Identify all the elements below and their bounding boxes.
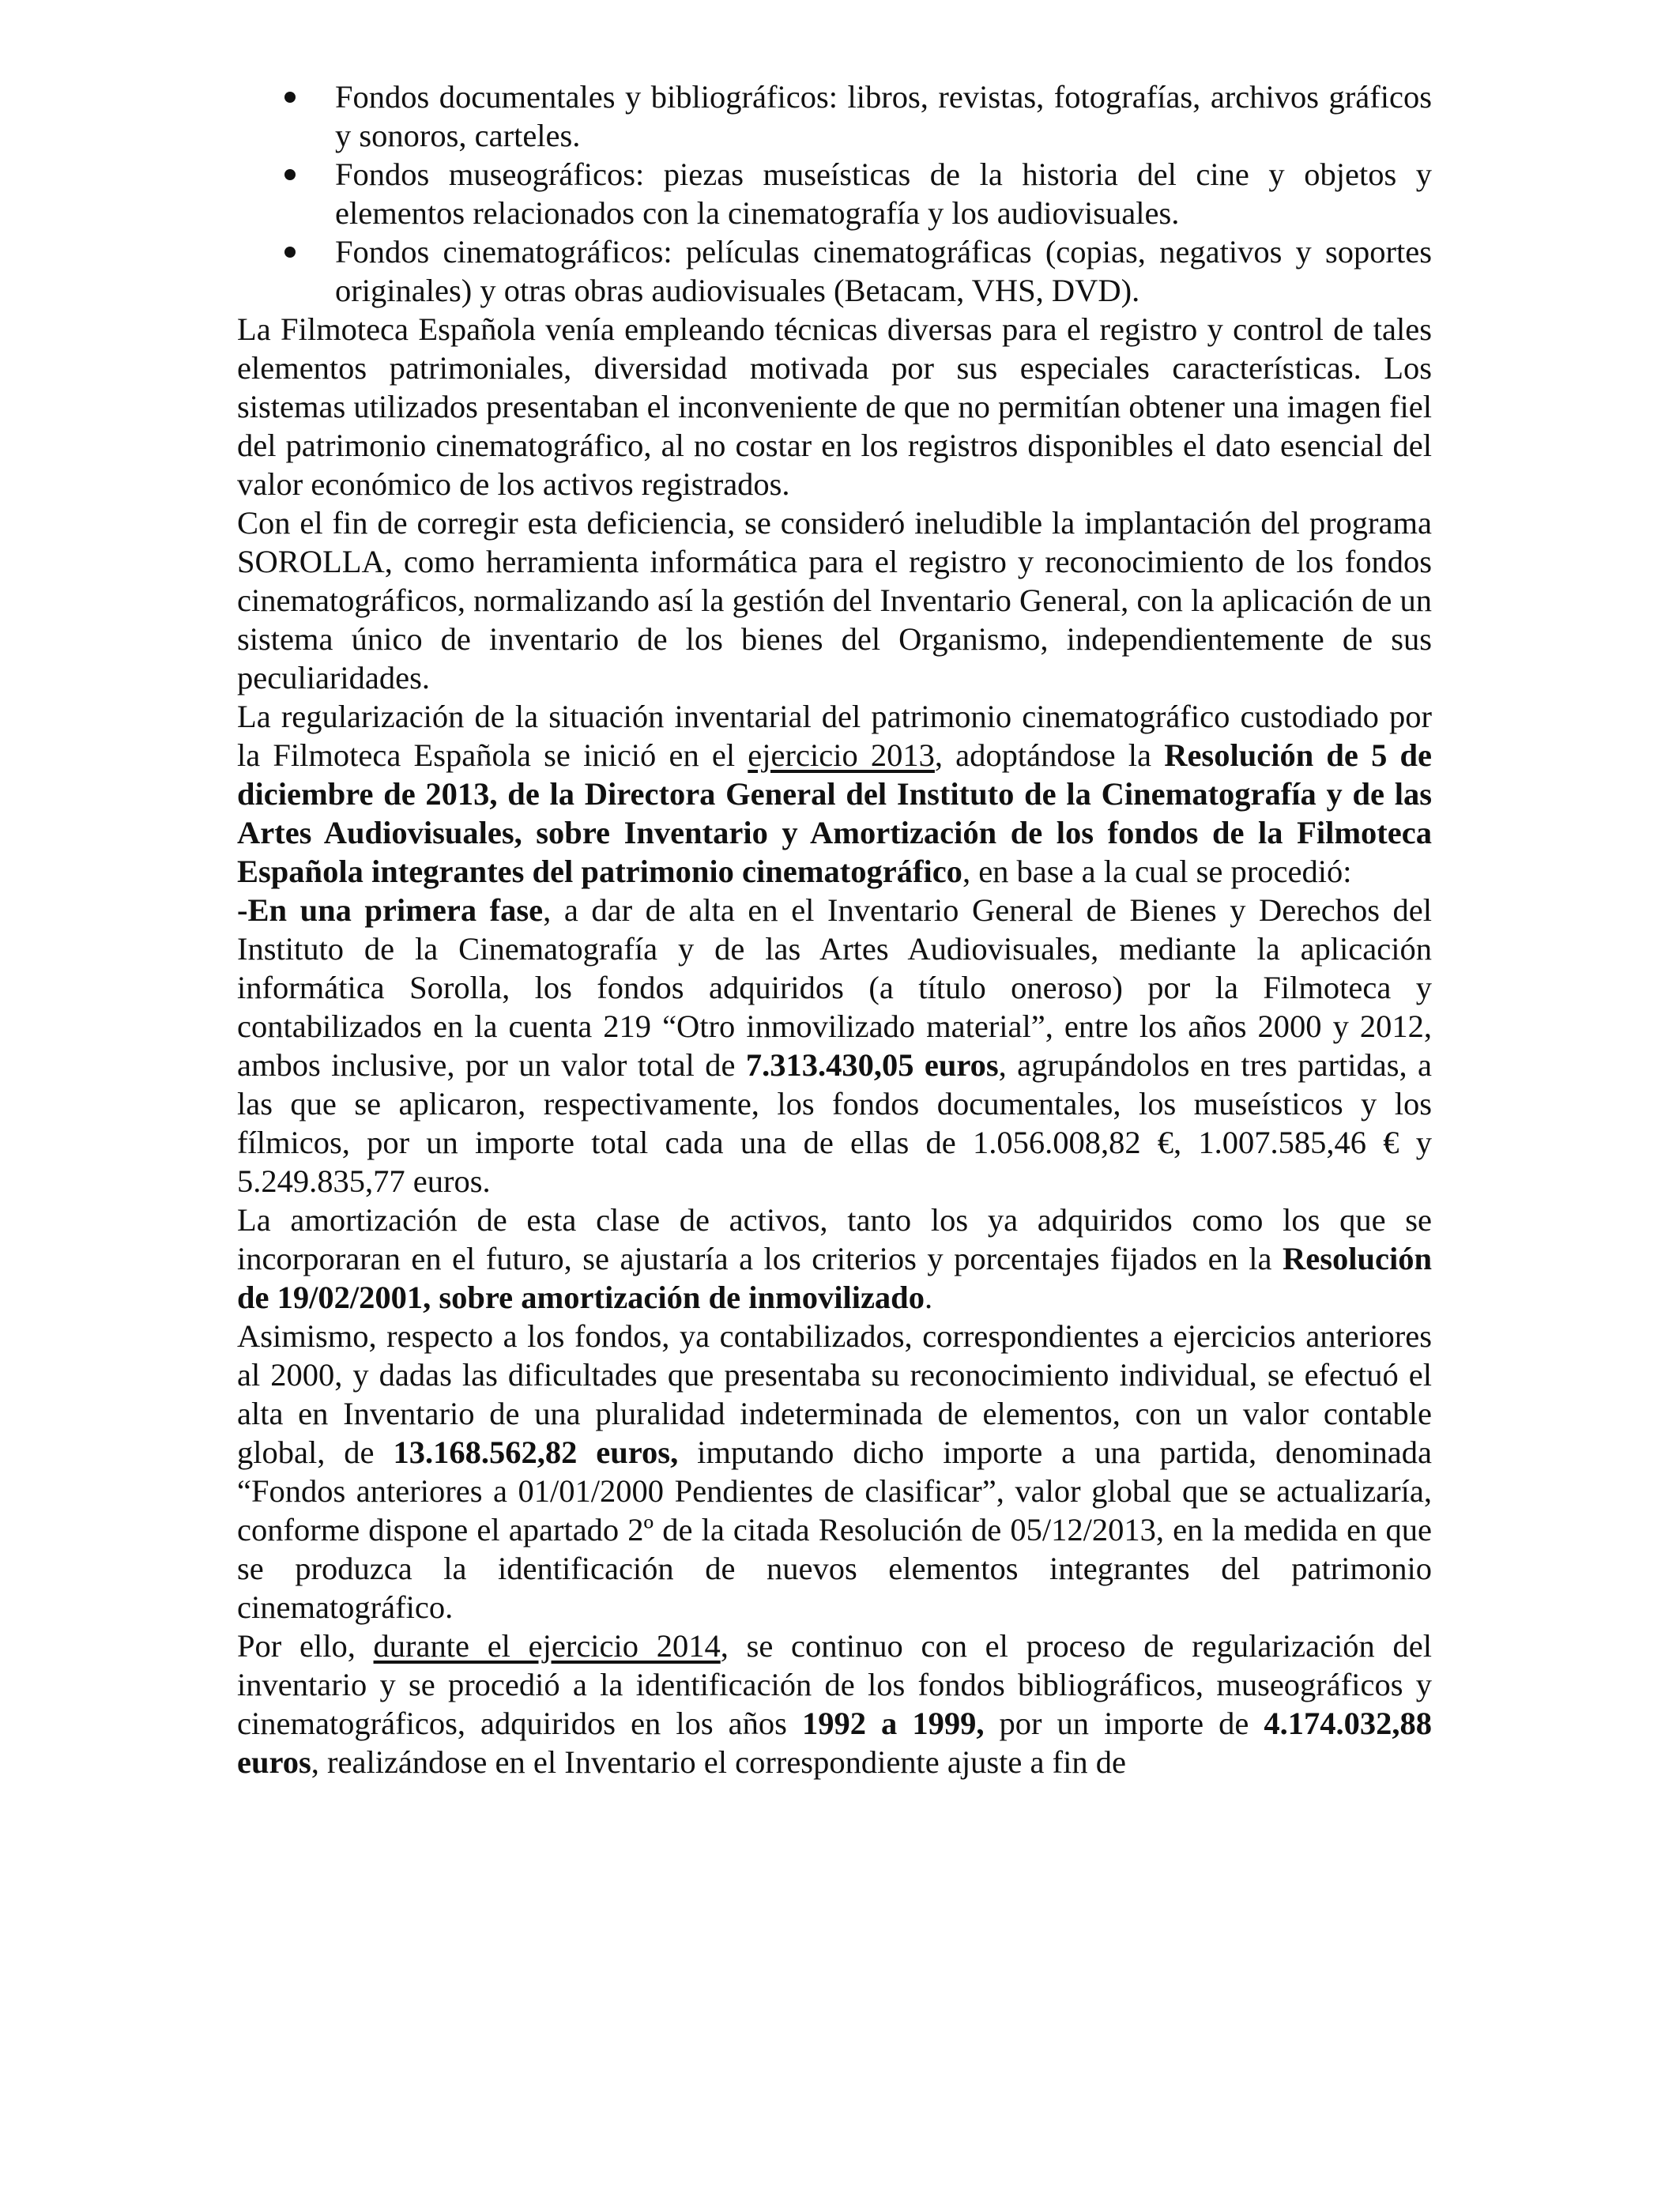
phase-label: -En una primera fase [237,892,544,928]
list-item: Fondos documentales y bibliográficos: libros, revistas, fotografías, archivos gráficos y sonoros, carteles. [237,77,1432,155]
list-item: Fondos museográficos: piezas museísticas de la historia del cine y objetos y elementos relacionados con la cinematografía y los audiovisuales. [237,155,1432,232]
document-body [237,77,1432,1781]
paragraph-first-phase: -En una primera fase, a dar de alta en el Inventario General de Bienes y Derechos del Instituto de la Cinematografía y de las Artes Audiovisuales, mediante la aplicación informática Sorolla, los fondos adquiridos (a título oneroso) por la Filmoteca y contabilizados en la cuenta 219 “Otro inmovilizado material”, entre los años 2000 y 2012, ambos inclusive, por un valor total de 7.313.430,05 euros, agrupándolos en tres partidas, a las que se aplicaron, respectivamente, los fondos documentales, los museísticos y los fílmicos, por un importe total cada una de ellas de 1.056.008,82 €, 1.007.585,46 € y 5.249.835,77 euros. [237,892,1432,1199]
fund-types-list [237,77,1432,310]
paragraph-techniques: La Filmoteca Española venía empleando técnicas diversas para el registro y control de tales elementos patrimoniales, diversidad motivada por sus especiales características. Los sistemas utilizados presentaban el inconveniente de que no permitían obtener una imagen fiel del patrimonio cinematográfico, al no costar en los registros disponibles el dato esencial del valor económico de los activos registrados. [237,311,1432,502]
underlined-year: ejercicio 2013 [748,737,935,773]
paragraph-prior-funds: Asimismo, respecto a los fondos, ya contabilizados, correspondientes a ejercicios anteriores al 2000, y dadas las dificultades que presentaba su reconocimiento individual, se efectuó el alta en Inventario de una pluralidad indeterminada de elementos, con un valor contable global, de 13.168.562,82 euros, imputando dicho importe a una partida, denominada “Fondos anteriores a 01/01/2000 Pendientes de clasificar”, valor global que se actualizaría, conforme dispone el apartado 2º de la citada Resolución de 05/12/2013, en la medida en que se produzca la identificación de nuevos elementos integrantes del patrimonio cinematográfico. [237,1318,1432,1625]
paragraph-regularization: La regularización de la situación inventarial del patrimonio cinematográfico custodiado por la Filmoteca Española se inició en el ejercicio 2013, adoptándose la Resolución de 5 de diciembre de 2013, de la Directora General del Instituto de la Cinematografía y de las Artes Audiovisuales, sobre Inventario y Amortización de los fondos de la Filmoteca Española integrantes del patrimonio cinematográfico, en base a la cual se procedió: [237,699,1432,889]
bullet-icon [284,247,296,258]
underlined-year: durante el ejercicio 2014 [373,1628,721,1664]
paragraph-2014: Por ello, durante el ejercicio 2014, se continuo con el proceso de regularización del inventario y se procedió a la identificación de los fondos bibliográficos, museográficos y cinematográficos, adquiridos en los años 1992 a 1999, por un importe de 4.174.032,88 euros, realizándose en el Inventario el correspondiente ajuste a fin de [237,1628,1433,1780]
resolution-title: Resolución de 5 de diciembre de 2013, de la Directora General del Instituto de la Cinematografía y de las Artes Audiovisuales, sobre Inventario y Amortización de los fondos de la Filmoteca Española integrantes del patrimonio cinematográfico [237,737,1432,889]
list-item: Fondos cinematográficos: películas cinematográficas (copias, negativos y soportes originales) y otras obras audiovisuales (Betacam, VHS, DVD). [237,232,1432,310]
bullet-icon [284,169,296,180]
amortization-resolution: Resolución de 19/02/2001, sobre amortización de inmovilizado [237,1241,1432,1315]
global-amount: 13.168.562,82 euros, [393,1434,679,1470]
paragraph-amortization: La amortización de esta clase de activos, tanto los ya adquiridos como los que se incorporaran en el futuro, se ajustaría a los criterios y porcentajes fijados en la Resolución de 19/02/2001, sobre amortización de inmovilizado. [237,1202,1432,1315]
year-range: 1992 a 1999, [801,1706,985,1741]
bullet-icon [284,92,296,103]
amount-2014: 4.174.032,88 euros [237,1706,1433,1780]
total-amount: 7.313.430,05 euros [745,1047,999,1083]
paragraph-sorolla: Con el fin de corregir esta deficiencia, se consideró ineludible la implantación del programa SOROLLA, como herramienta informática para el registro y reconocimiento de los fondos cinematográficos, normalizando así la gestión del Inventario General, con la aplicación de un sistema único de inventario de los bienes del Organismo, independientemente de sus peculiaridades. [237,505,1432,696]
